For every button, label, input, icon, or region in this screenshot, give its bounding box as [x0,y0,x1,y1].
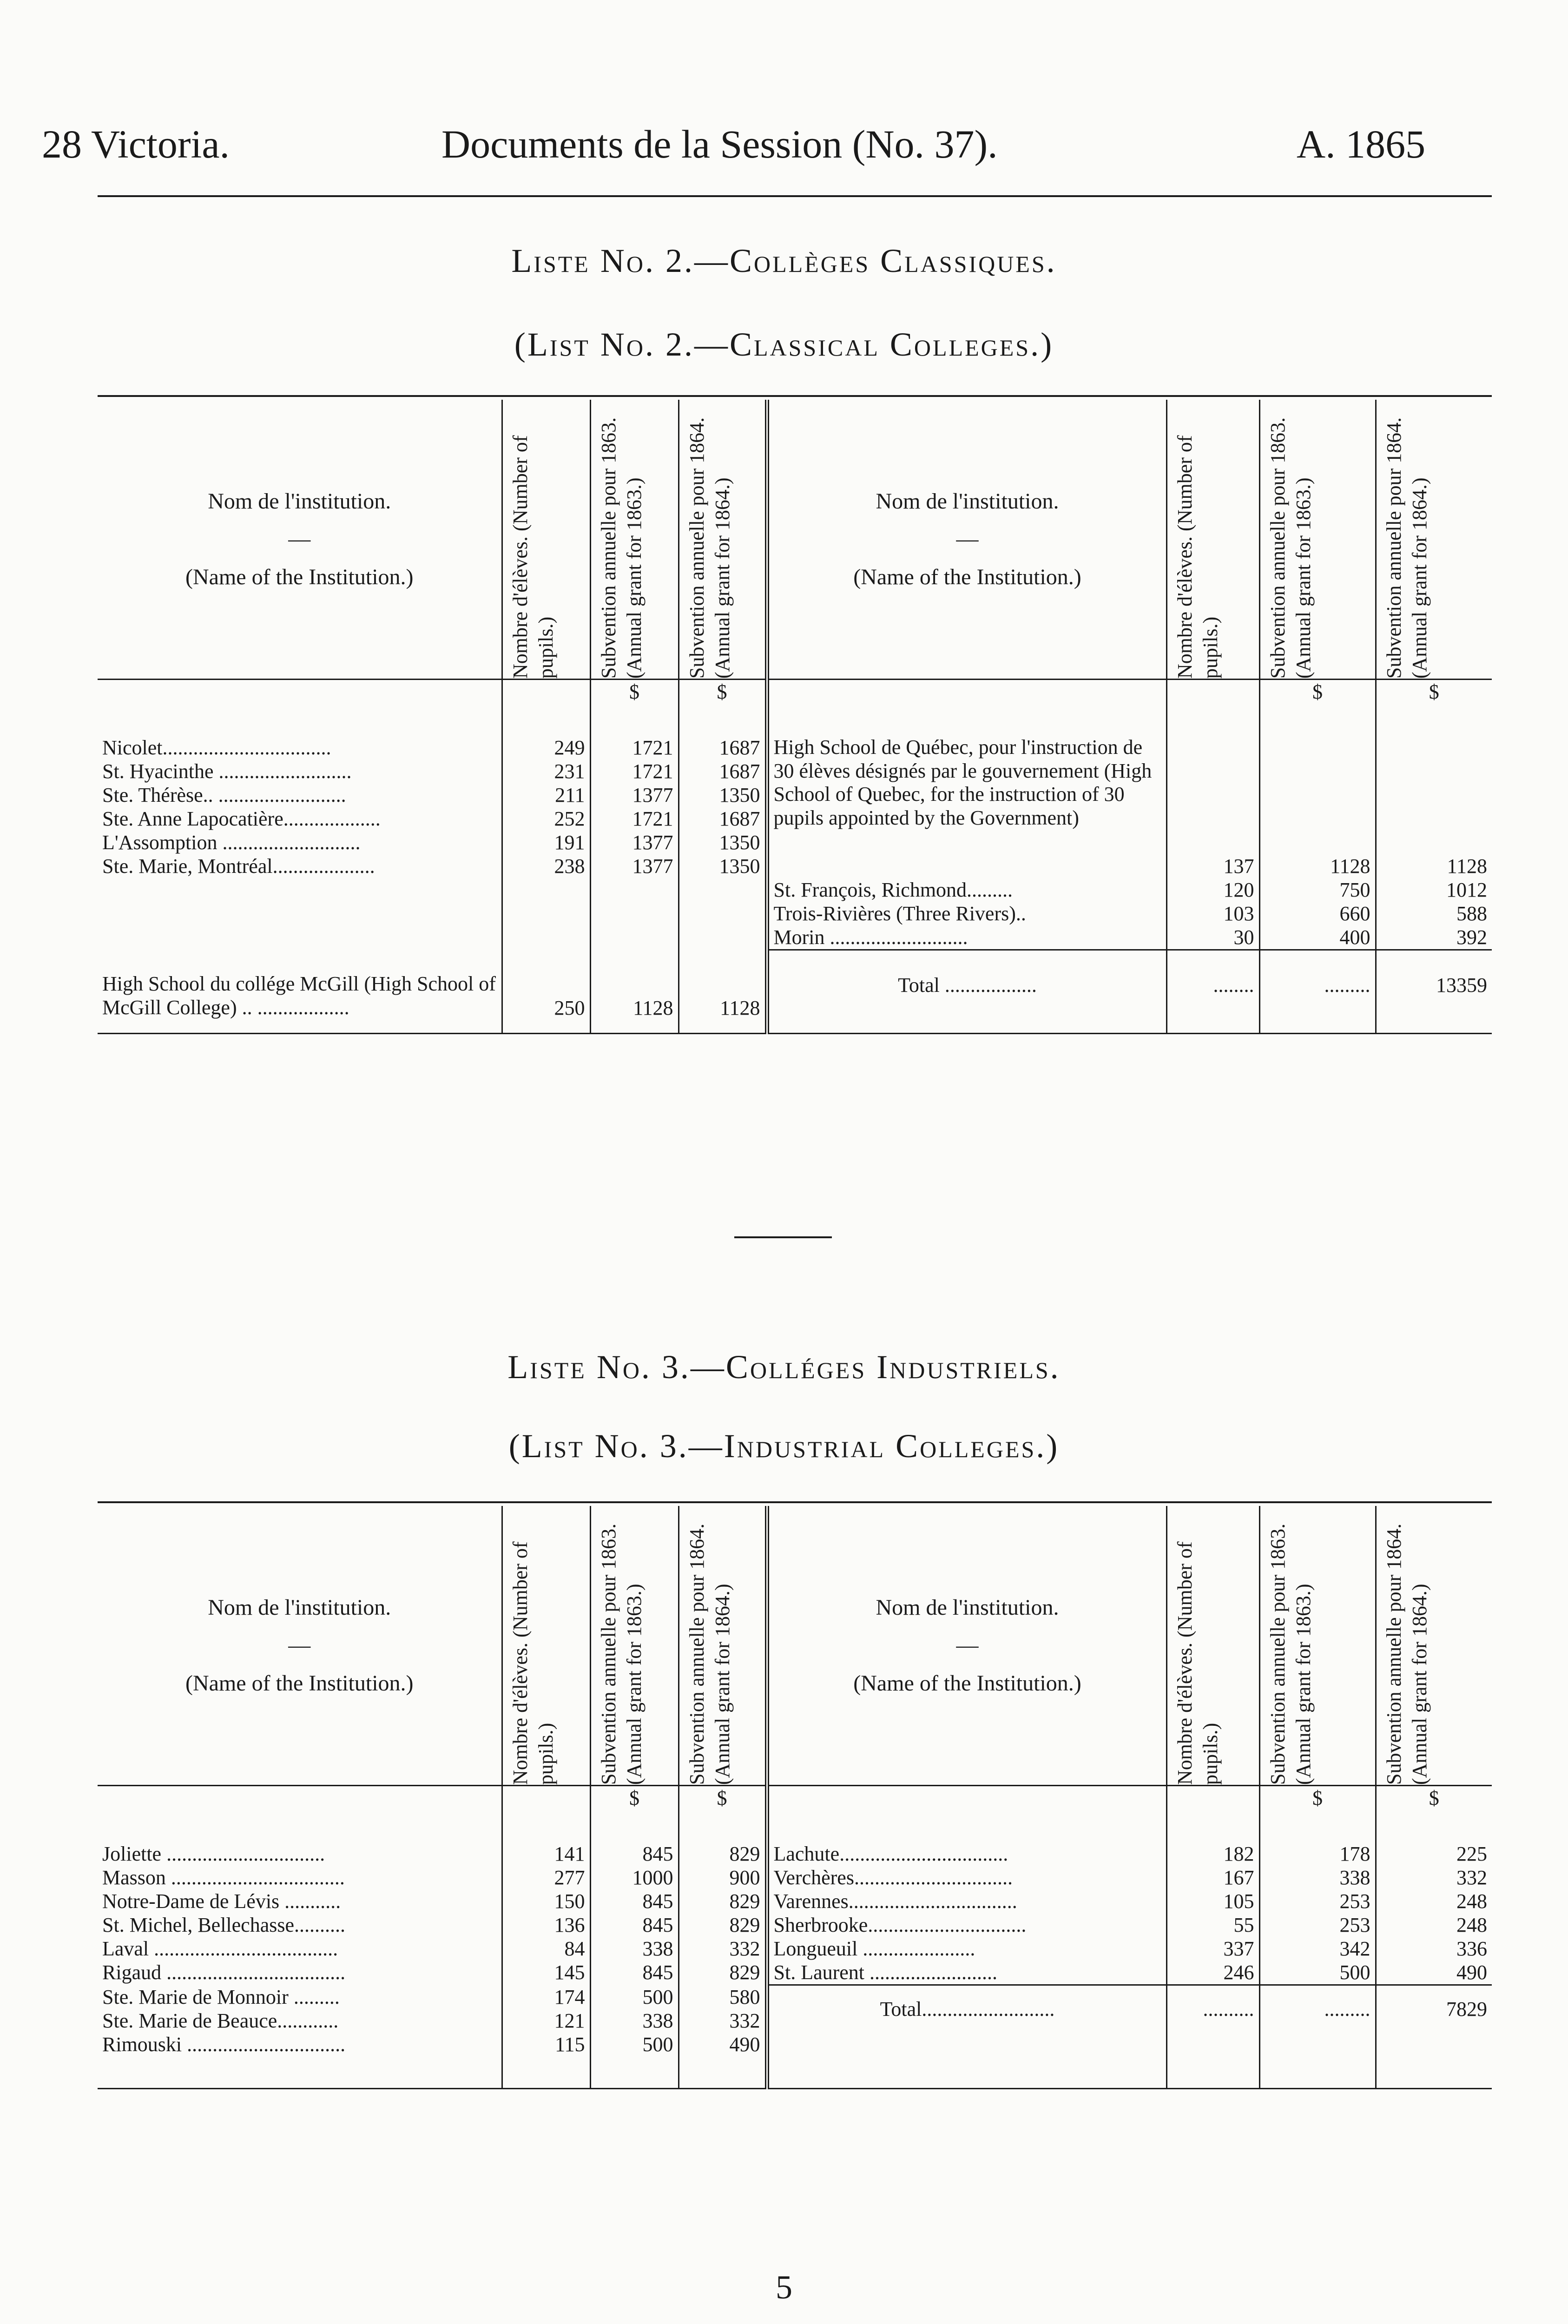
col-grant1864-header-right [1376,1506,1492,1786]
currency-sign: $ [1259,1786,1376,1842]
pupils-value: 30 [1166,925,1259,950]
list3-top-rule [98,1501,1492,1503]
currency-sign: $ [590,680,679,736]
table-row [98,1866,1492,1889]
grant1864-value: 588 [1376,902,1492,925]
institution-name: Varennes................................. [767,1889,1166,1913]
list2-table [98,400,1492,1034]
currency-row [98,680,1492,736]
institution-name: Longueuil ...................... [767,1937,1166,1961]
pupils-value: 337 [1166,1937,1259,1961]
col-name-header [98,400,502,680]
institution-name: St. Laurent ......................... [767,1961,1166,1985]
grant1864-value: 1687 [679,807,767,831]
col-grant1863-label: Subvention annuelle pour 1863. (Annual grant for 1863.) [1266,417,1315,679]
total-grant1863: ......... [1259,1985,1376,2033]
grant1864-value: 829 [679,1842,767,1866]
section-divider [734,1236,832,1238]
institution-name: Ste. Thérèse.. ......................... [102,784,346,806]
grant1863-value: 1721 [590,759,679,783]
grant1864-value: 900 [679,1866,767,1889]
col-pupils-header [502,1506,590,1786]
col-grant1863-label: Subvention annuelle pour 1863. (Annual grant for 1863.) [597,1523,646,1785]
pupils-value: 167 [1166,1866,1259,1889]
grant1863-value: 1721 [590,736,679,759]
grant1864-value: 580 [679,1985,767,2009]
grant1864-value: 829 [679,1889,767,1913]
col-name-fr: Nom de l'institution. [876,1595,1059,1620]
institution-name: Joliette ............................... [102,1842,325,1865]
pupils-value: 103 [1166,902,1259,925]
col-name-fr: Nom de l'institution. [876,489,1059,514]
pupils-value: 211 [502,783,590,807]
institution-name: Ste. Anne Lapocatière................... [102,807,381,830]
col-name-en: (Name of the Institution.) [185,564,414,589]
currency-row [98,1786,1492,1842]
grant1863-value: 500 [590,2033,679,2056]
grant1863-value: 500 [1259,1961,1376,1985]
grant1864-value: 392 [1376,925,1492,950]
grant1863-value: 178 [1259,1842,1376,1866]
col-grant1863-label: Subvention annuelle pour 1863. (Annual grant for 1863.) [1266,1523,1315,1785]
grant1864-value: 332 [679,1937,767,1961]
col-pupils-label: Nombre d'élèves. (Number of pupils.) [508,1541,557,1785]
col-grant1864-label: Subvention annuelle pour 1864. (Annual grant for 1864.) [1382,1523,1431,1785]
total-grant1864: 13359 [1376,950,1492,1020]
pupils-value: 105 [1166,1889,1259,1913]
header-dash: — [288,527,311,552]
institution-name: High School du collége McGill (High School of McGill College) .. .................. [102,972,496,1019]
col-name-fr: Nom de l'institution. [208,1595,391,1620]
pupils-value: 141 [502,1842,590,1866]
col-grant1864-label: Subvention annuelle pour 1864. (Annual grant for 1864.) [685,1523,734,1785]
pupils-value: 120 [1166,878,1259,902]
grant1864-value: 1687 [679,759,767,783]
pupils-value: 150 [502,1889,590,1913]
header-dash: — [956,1633,979,1658]
col-name-header-right [767,1506,1166,1786]
institution-name: Morin ........................... [767,925,1166,950]
table-row [98,1937,1492,1961]
pupils-value: 115 [502,2033,590,2056]
pupils-value: 246 [1166,1961,1259,1985]
grant1863-value: 750 [1259,878,1376,902]
pupils-value: 174 [502,1985,590,2009]
table-row [98,2033,1492,2056]
currency-sign: $ [679,680,767,736]
total-pupils: .......... [1166,1985,1259,2033]
col-pupils-header [502,400,590,680]
currency-sign: $ [1376,680,1492,736]
col-grant1863-label: Subvention annuelle pour 1863. (Annual grant for 1863.) [597,417,646,679]
institution-name: Nicolet................................. [102,736,331,759]
grant1863-value: 342 [1259,1937,1376,1961]
grant1863-value: 1128 [590,878,679,1020]
page-number: 5 [776,2269,792,2306]
grant1864-value: 336 [1376,1937,1492,1961]
grant1864-value: 1350 [679,783,767,807]
grant1863-value: 338 [1259,1866,1376,1889]
grant1863-value: 845 [590,1842,679,1866]
grant1863-value: 845 [590,1889,679,1913]
pupils-value: 84 [502,1937,590,1961]
col-pupils-label: Nombre d'élèves. (Number of pupils.) [508,435,557,679]
grant1864-value: 490 [1376,1961,1492,1985]
institution-name: Ste. Marie de Beauce............ [102,2009,339,2032]
institution-name: St. Michel, Bellechasse.......... [102,1914,346,1936]
total-grant1863: ......... [1259,950,1376,1020]
pupils-value: 145 [502,1961,590,1985]
grant1863-value: 1721 [590,807,679,831]
col-pupils-header-right [1166,400,1259,680]
col-grant1863-header [590,1506,679,1786]
col-name-fr: Nom de l'institution. [208,489,391,514]
grant1863-value: 1128 [1259,854,1376,878]
list2-top-rule [98,395,1492,397]
total-label: Total .................. [767,950,1166,1020]
pupils-value: 182 [1166,1842,1259,1866]
page-header [0,121,1568,177]
institution-name: High School de Québec, pour l'instruction de 30 élèves désignés par le gouvernement (High School of Quebec, for the instruction of 30 pupils appointed by the Government) [767,736,1166,878]
currency-sign: $ [1259,680,1376,736]
grant1864-value: 248 [1376,1889,1492,1913]
list2-title-fr: Liste No. 2.—Collèges Classiques. [511,242,1057,279]
grant1864-value: 829 [679,1913,767,1937]
grant1864-value: 1012 [1376,878,1492,902]
grant1864-value: 225 [1376,1842,1492,1866]
col-name-en: (Name of the Institution.) [853,1670,1081,1696]
col-name-header [98,1506,502,1786]
grant1863-value: 1377 [590,783,679,807]
pupils-value: 238 [502,854,590,878]
table-row [98,1842,1492,1866]
grant1863-value: 500 [590,1985,679,2009]
col-grant1864-header [679,400,767,680]
col-grant1864-label: Subvention annuelle pour 1864. (Annual grant for 1864.) [1382,417,1431,679]
grant1864-value: 1128 [679,878,767,1020]
col-name-en: (Name of the Institution.) [853,564,1081,589]
pupils-value: 249 [502,736,590,759]
list2-header-row [98,400,1492,680]
grant1864-value: 332 [1376,1866,1492,1889]
pupils-value: 231 [502,759,590,783]
grant1863-value: 1377 [590,831,679,854]
grant1863-value: 253 [1259,1913,1376,1937]
header-dash: — [956,527,979,552]
grant1863-value: 400 [1259,925,1376,950]
header-left: 28 Victoria. [42,122,230,166]
grant1864-value: 829 [679,1961,767,1985]
grant1864-value: 248 [1376,1913,1492,1937]
currency-sign: $ [1376,1786,1492,1842]
currency-sign: $ [590,1786,679,1842]
institution-name: L'Assomption ........................... [102,831,361,854]
col-name-en: (Name of the Institution.) [185,1670,414,1696]
table-row [98,1889,1492,1913]
grant1863-value: 1000 [590,1866,679,1889]
institution-name: Rigaud ................................... [102,1961,346,1984]
col-name-header-right [767,400,1166,680]
grant1863-value: 845 [590,1913,679,1937]
grant1863-value: 338 [590,1937,679,1961]
grant1863-value: 338 [590,2009,679,2033]
pupils-value: 137 [1166,854,1259,878]
table-row [98,736,1492,759]
col-grant1863-header [590,400,679,680]
grant1863-value: 845 [590,1961,679,1985]
header-center: Documents de la Session (No. 37). [441,122,998,166]
grant1864-value: 1687 [679,736,767,759]
list3-title-en: (List No. 3.—Industrial Colleges.) [508,1427,1060,1465]
col-pupils-label: Nombre d'élèves. (Number of pupils.) [1173,1541,1222,1785]
currency-sign: $ [679,1786,767,1842]
list3-header-row [98,1506,1492,1786]
pupils-value: 252 [502,807,590,831]
total-label: Total.......................... [767,1985,1166,2033]
table-row [98,1961,1492,1985]
header-right: A. 1865 [1297,122,1426,166]
institution-name: Sherbrooke............................... [767,1913,1166,1937]
col-grant1863-header-right [1259,1506,1376,1786]
pupils-value: 277 [502,1866,590,1889]
institution-name: Laval .................................... [102,1937,338,1960]
pupils-value: 191 [502,831,590,854]
col-grant1863-header-right [1259,400,1376,680]
list3-title-fr: Liste No. 3.—Colléges Industriels. [507,1348,1061,1386]
institution-name: St. Hyacinthe .......................... [102,760,352,783]
institution-name: Trois-Rivières (Three Rivers).. [767,902,1166,925]
institution-name: Ste. Marie de Monnoir ......... [102,1985,340,2008]
table-row [98,1985,1492,2009]
grant1863-value: 660 [1259,902,1376,925]
pupils-value: 136 [502,1913,590,1937]
grant1864-value: 490 [679,2033,767,2056]
grant1864-value: 1350 [679,831,767,854]
institution-name: Verchères............................... [767,1866,1166,1889]
institution-name: Lachute................................. [767,1842,1166,1866]
pupils-value: 250 [502,878,590,1020]
institution-name: Notre-Dame de Lévis ........... [102,1890,341,1913]
grant1864-value: 1350 [679,854,767,878]
grant1863-value: 1377 [590,854,679,878]
institution-name: St. François, Richmond......... [767,878,1166,902]
total-pupils: ........ [1166,950,1259,1020]
grant1864-value: 332 [679,2009,767,2033]
grant1864-value: 1128 [1376,854,1492,878]
col-grant1864-label: Subvention annuelle pour 1864. (Annual grant for 1864.) [685,417,734,679]
pupils-value: 55 [1166,1913,1259,1937]
header-rule [98,195,1492,197]
header-dash: — [288,1633,311,1658]
institution-name: Rimouski ............................... [102,2033,346,2056]
table-row [98,878,1492,902]
institution-name: Ste. Marie, Montréal.................... [102,855,375,878]
grant1863-value: 253 [1259,1889,1376,1913]
list3-table [98,1506,1492,2089]
table-row [98,1913,1492,1937]
col-grant1864-header-right [1376,400,1492,680]
col-grant1864-header [679,1506,767,1786]
col-pupils-header-right [1166,1506,1259,1786]
list2-title-en: (List No. 2.—Classical Colleges.) [514,326,1054,363]
col-pupils-label: Nombre d'élèves. (Number of pupils.) [1173,435,1222,679]
institution-name: Masson .................................. [102,1866,345,1889]
pupils-value: 121 [502,2009,590,2033]
total-grant1864: 7829 [1376,1985,1492,2033]
